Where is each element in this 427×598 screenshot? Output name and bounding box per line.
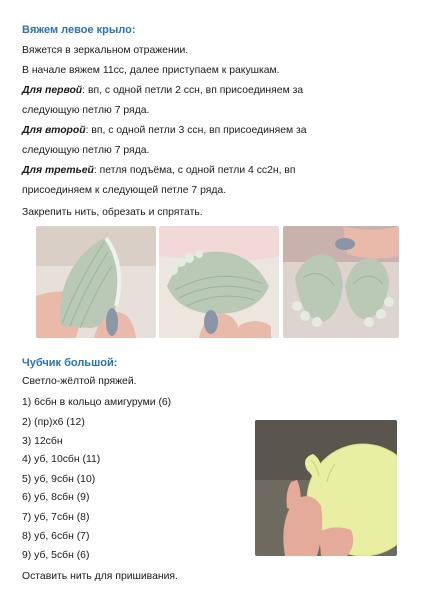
instruction-label: Для третьей <box>22 165 94 176</box>
instruction-label: Для второй <box>22 125 86 136</box>
tuft-photo <box>255 420 397 556</box>
instruction-third-shell <box>22 164 296 178</box>
pattern-row: 6) уб, 8сбн (9) <box>22 492 90 503</box>
section-heading-tuft: Чубчик большой: <box>22 357 118 369</box>
wing-photo-3 <box>283 226 399 338</box>
pattern-row: 8) уб, 6сбн (7) <box>22 531 90 542</box>
instruction-text: : вп, с одной петли 2 ссн, вп присоединяем за <box>82 85 304 96</box>
pattern-row: 4) уб, 10сбн (11) <box>22 454 101 465</box>
instruction-line: следующую петлю 7 ряда. <box>22 145 150 156</box>
instruction-line: Оставить нить для пришивания. <box>22 571 178 582</box>
instruction-text: : петля подъёма, с одной петли 4 сс2н, вп <box>93 165 296 176</box>
pattern-row: 1) 6сбн в кольцо амигуруми (6) <box>22 397 172 408</box>
wing-photo-2 <box>159 226 279 338</box>
instruction-text: : вп, с одной петли 3 ссн, вп присоединяем за <box>85 125 307 136</box>
instruction-line: В начале вяжем 11сс, далее приступаем к ракушкам. <box>22 65 280 76</box>
section-heading-left-wing: Вяжем левое крыло: <box>22 24 136 36</box>
pattern-row: 5) уб, 9сбн (10) <box>22 474 96 485</box>
instruction-line: присоединяем к следующей петле 7 ряда. <box>22 185 227 196</box>
instruction-line: следующую петлю 7 ряда. <box>22 105 150 116</box>
instruction-label: Для первой <box>22 85 83 96</box>
instruction-line: Вяжется в зеркальном отражении. <box>22 45 189 56</box>
pattern-row: 7) уб, 7сбн (8) <box>22 512 90 523</box>
wing-photo-1 <box>36 226 156 338</box>
instruction-line: Закрепить нить, обрезать и спрятать. <box>22 207 203 218</box>
instruction-second-shell <box>22 124 307 138</box>
pattern-row: 9) уб, 5сбн (6) <box>22 550 90 561</box>
instruction-yarn: Светло-жёлтой пряжей. <box>22 376 137 387</box>
instruction-first-shell <box>22 84 303 98</box>
pattern-row: 3) 12сбн <box>22 436 63 447</box>
pattern-row: 2) (пр)х6 (12) <box>22 417 85 428</box>
